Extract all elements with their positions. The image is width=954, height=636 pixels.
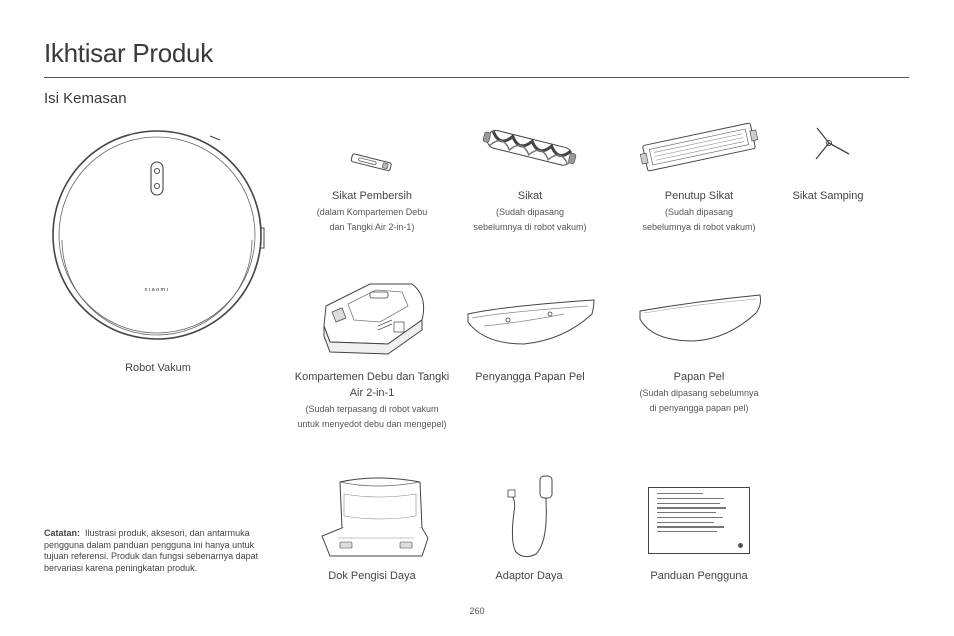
note-heading: Catatan: <box>44 528 81 538</box>
mop-holder-label: Penyangga Papan Pel <box>475 371 585 383</box>
charging-dock-label: Dok Pengisi Daya <box>328 570 416 582</box>
mop-pad-illustration <box>638 291 762 345</box>
page-title: Ikhtisar Produk <box>44 38 213 68</box>
note-text: Ilustrasi produk, aksesori, dan antarmuka pengguna dalam panduan pengguna ini hanya untuk tujuan referensi. Produk dan fungsi sebenarnya dapat bervariasi karena peningkatan produk. <box>44 528 259 573</box>
brush-cover-label: Penutup Sikat <box>664 190 734 202</box>
charging-dock-illustration <box>320 472 430 560</box>
cleaning-brush-note-1: (dalam Kompartemen Debu <box>316 207 428 217</box>
robot-vacuum-label: Robot Vakum <box>125 362 191 374</box>
power-adapter-illustration <box>506 472 556 560</box>
power-adapter-label: Adaptor Daya <box>495 570 563 582</box>
dust-tank-note-1: (Sudah terpasang di robot vakum <box>305 404 439 414</box>
dust-tank-illustration <box>318 278 430 356</box>
main-brush-note-2: sebelumnya di robot vakum) <box>473 222 587 232</box>
dust-tank-note-2: untuk menyedot debu dan mengepel) <box>297 419 447 429</box>
robot-vacuum-illustration <box>50 128 265 343</box>
cleaning-brush-illustration <box>345 148 395 178</box>
section-heading: Isi Kemasan <box>44 90 127 107</box>
mop-holder-illustration <box>464 292 598 348</box>
robot-logo: xıaomı <box>144 287 170 293</box>
mop-pad-label: Papan Pel <box>673 371 725 383</box>
user-manual-illustration <box>648 487 750 554</box>
dust-tank-label-line1: Kompartemen Debu dan Tangki <box>294 371 450 383</box>
side-brush-illustration <box>808 126 852 162</box>
main-brush-note-1: (Sudah dipasang <box>495 207 565 217</box>
brush-cover-illustration <box>640 122 758 172</box>
main-brush-label: Sikat <box>517 190 543 202</box>
note-block <box>44 528 266 574</box>
cleaning-brush-label: Sikat Pembersih <box>331 190 413 202</box>
title-divider <box>44 77 909 78</box>
mop-pad-note-1: (Sudah dipasang sebelumnya <box>639 388 759 398</box>
brush-cover-note-1: (Sudah dipasang <box>664 207 734 217</box>
cleaning-brush-note-2: dan Tangki Air 2-in-1) <box>329 222 415 232</box>
user-manual-label: Panduan Pengguna <box>650 570 748 582</box>
main-brush-illustration <box>480 125 580 175</box>
brush-cover-note-2: sebelumnya di robot vakum) <box>642 222 756 232</box>
dust-tank-label-line2: Air 2-in-1 <box>349 387 395 399</box>
page-number: 260 <box>469 606 485 616</box>
mop-pad-note-2: di penyangga papan pel) <box>649 403 749 413</box>
side-brush-label: Sikat Samping <box>792 190 864 202</box>
